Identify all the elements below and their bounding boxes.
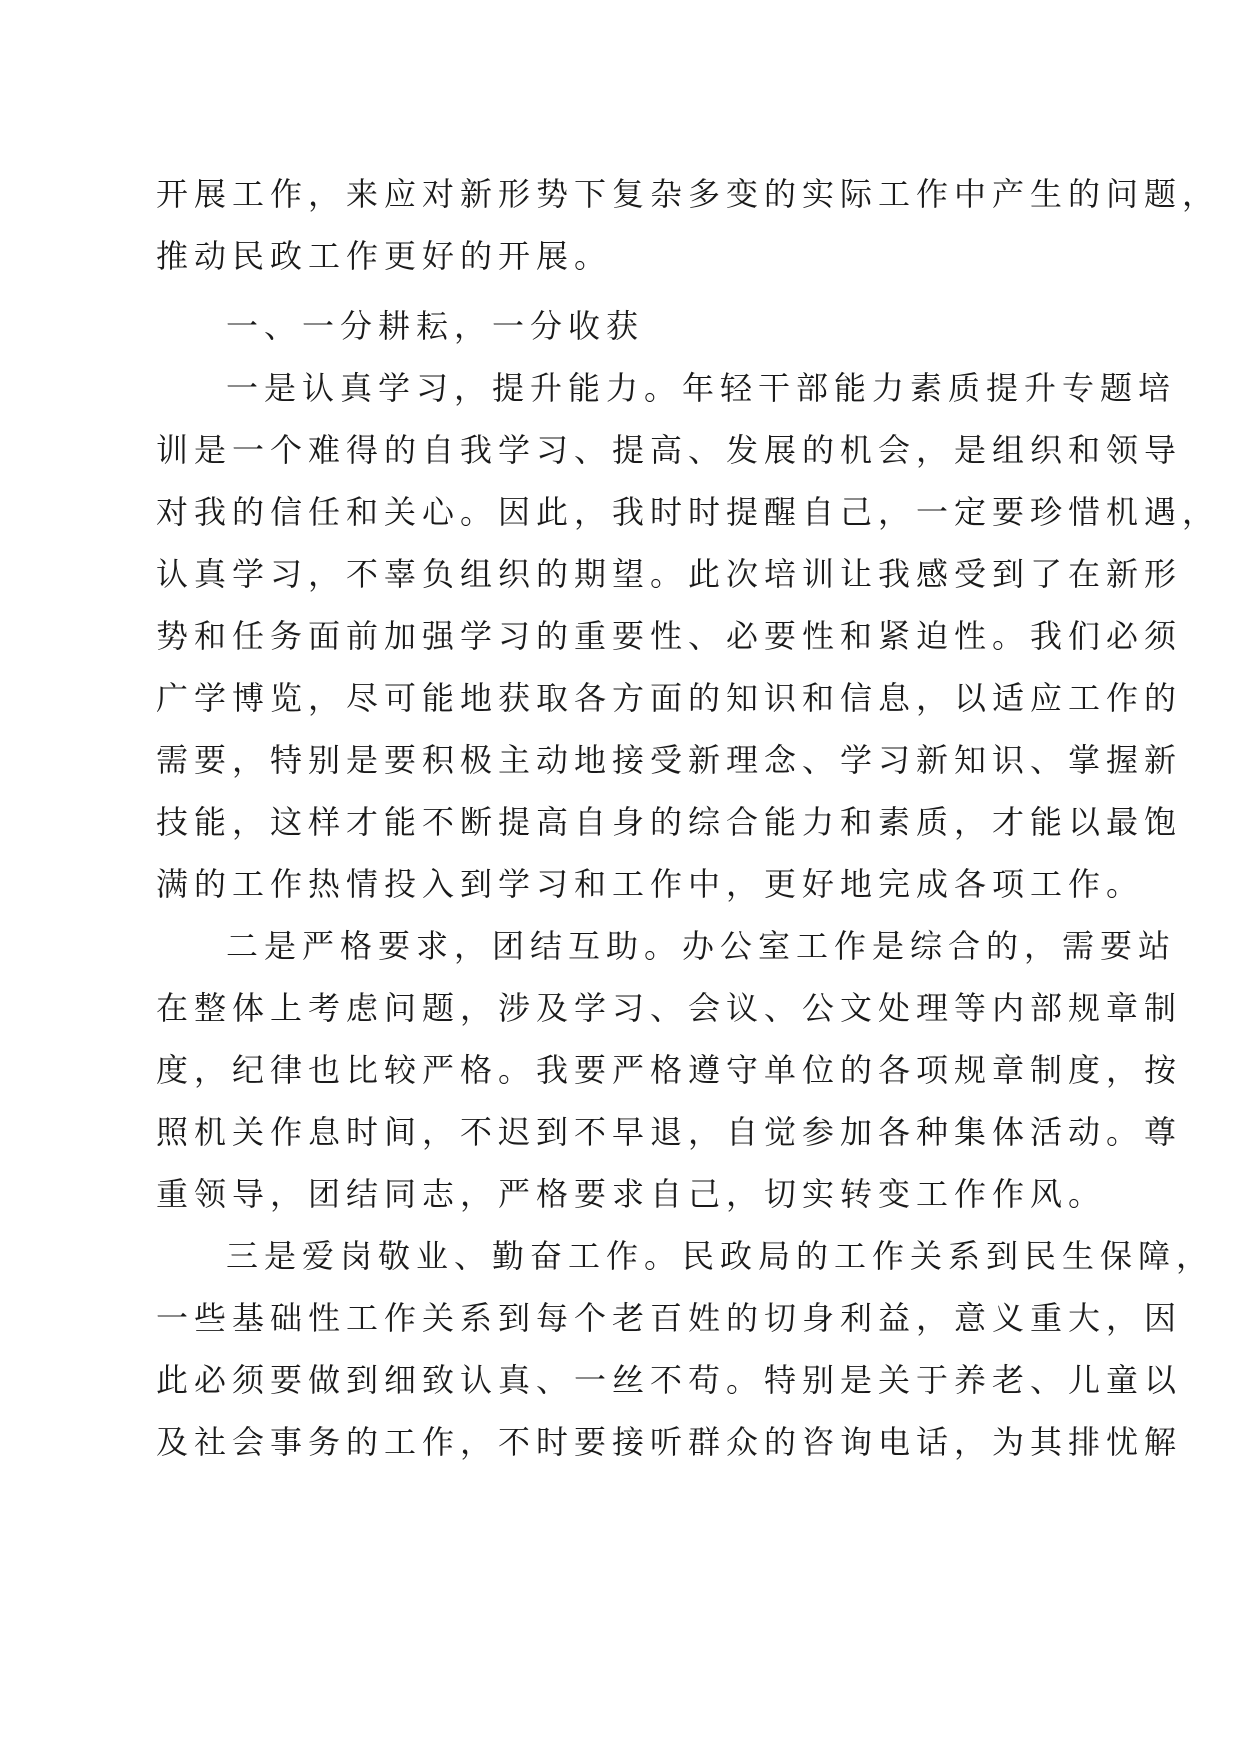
text-line: 满的工作热情投入到学习和工作中，更好地完成各项工作。	[156, 865, 1145, 903]
text-line: 认真学习，不辜负组织的期望。此次培训让我感受到了在新形	[156, 555, 1183, 593]
text-line: 势和任务面前加强学习的重要性、必要性和紧迫性。我们必须	[156, 617, 1183, 655]
document-body	[156, 163, 1221, 1473]
text-line: 此必须要做到细致认真、一丝不苟。特别是关于养老、儿童以	[156, 1361, 1183, 1399]
text-line: 广学博览，尽可能地获取各方面的知识和信息，以适应工作的	[156, 679, 1183, 717]
text-line: 开展工作，来应对新形势下复杂多变的实际工作中产生的问题，	[156, 175, 1221, 213]
text-line: 二是严格要求，团结互助。办公室工作是综合的，需要站	[226, 927, 1177, 965]
section-heading	[156, 295, 1116, 357]
text-line: 推动民政工作更好的开展。	[156, 237, 613, 275]
text-line: 及社会事务的工作，不时要接听群众的咨询电话，为其排忧解	[156, 1423, 1183, 1461]
text-line: 需要，特别是要积极主动地接受新理念、学习新知识、掌握新	[156, 741, 1183, 779]
paragraph-continuation	[156, 163, 1221, 287]
text-line: 技能，这样才能不断提高自身的综合能力和素质，才能以最饱	[156, 803, 1183, 841]
text-line: 一些基础性工作关系到每个老百姓的切身利益，意义重大，因	[156, 1299, 1183, 1337]
section-heading-text: 一、一分耕耘，一分收获	[226, 307, 645, 345]
paragraph-study	[156, 357, 1221, 915]
text-line: 重领导，团结同志，严格要求自己，切实转变工作作风。	[156, 1175, 1107, 1213]
text-line: 照机关作息时间，不迟到不早退，自觉参加各种集体活动。尊	[156, 1113, 1183, 1151]
text-line: 对我的信任和关心。因此，我时时提醒自己，一定要珍惜机遇，	[156, 493, 1221, 531]
text-line: 三是爱岗敬业、勤奋工作。民政局的工作关系到民生保障，	[226, 1237, 1215, 1275]
text-line: 度，纪律也比较严格。我要严格遵守单位的各项规章制度，按	[156, 1051, 1183, 1089]
text-line: 一是认真学习，提升能力。年轻干部能力素质提升专题培	[226, 369, 1177, 407]
text-line: 训是一个难得的自我学习、提高、发展的机会，是组织和领导	[156, 431, 1183, 469]
text-line: 在整体上考虑问题，涉及学习、会议、公文处理等内部规章制	[156, 989, 1183, 1027]
paragraph-dedication	[156, 1225, 1215, 1473]
paragraph-discipline	[156, 915, 1183, 1225]
